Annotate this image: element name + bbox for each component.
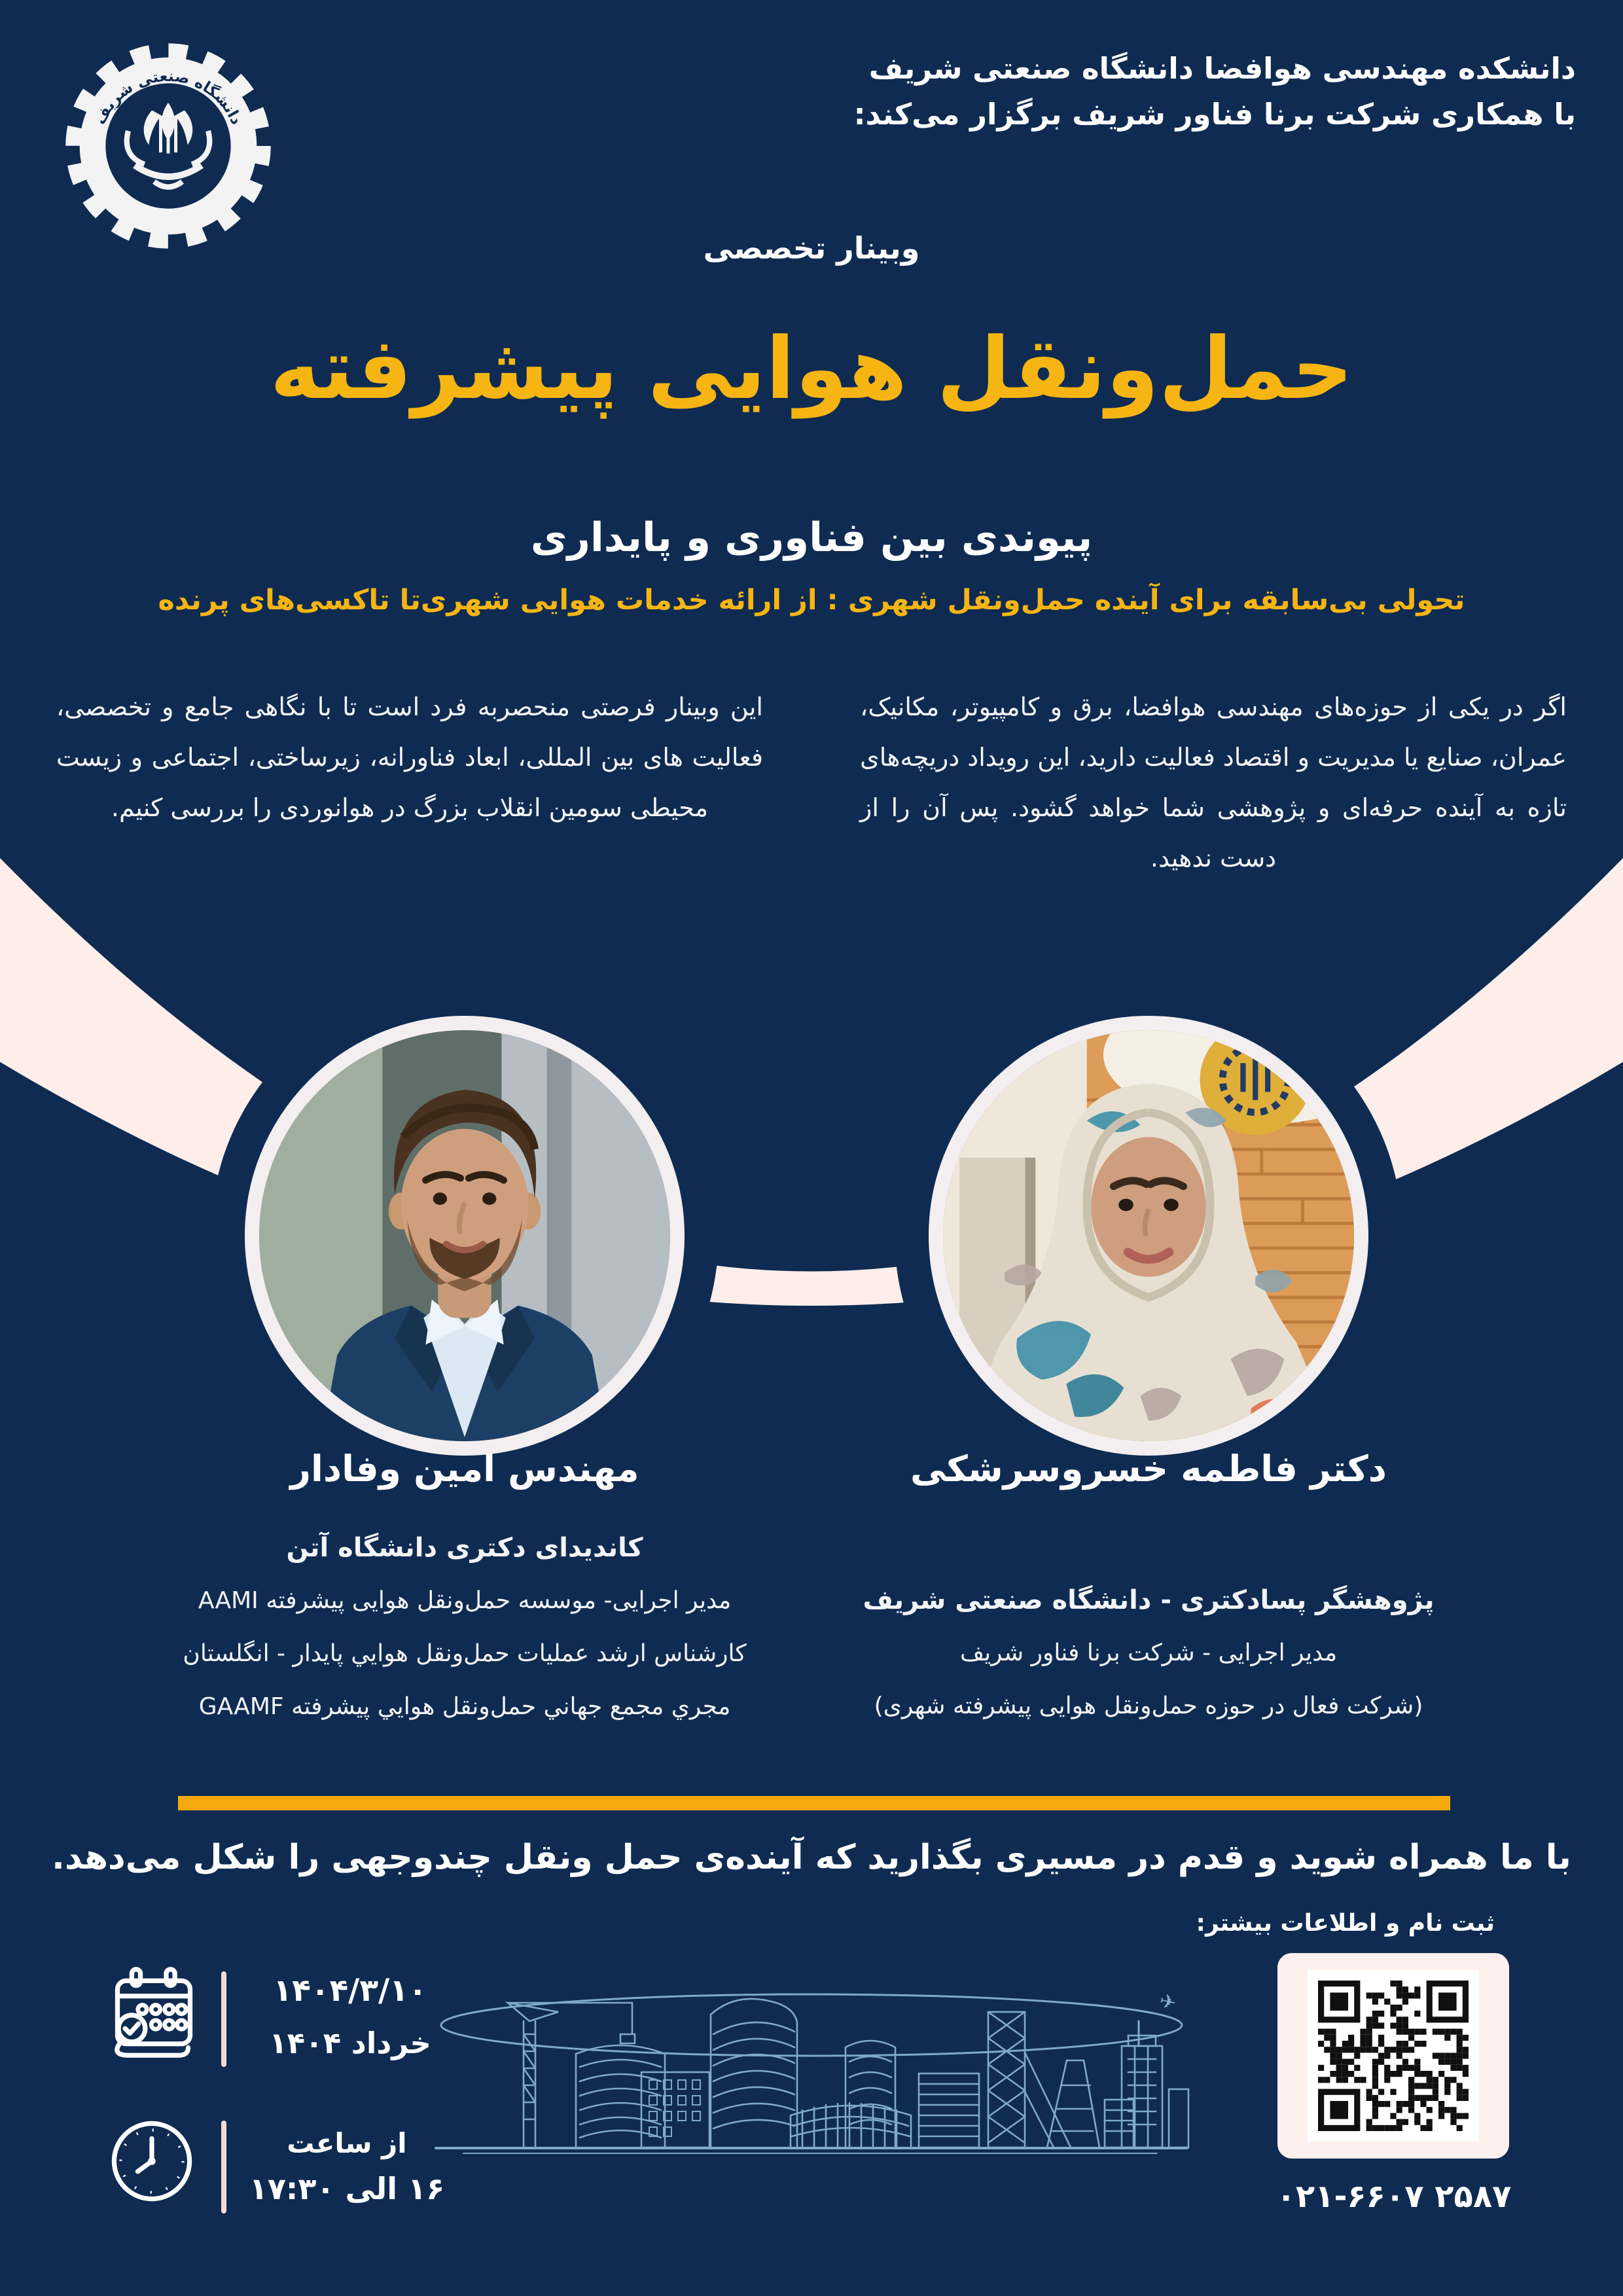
organizer-line1: دانشکده مهندسی هوافضا دانشگاه صنعتی شریف [868, 51, 1576, 86]
separator-line [221, 2121, 226, 2214]
tulip-emblem-strokes [127, 111, 210, 187]
event-date: ۱۴۰۴/۳/۱۰ [273, 1973, 427, 2009]
sharif-university-logo [60, 38, 276, 254]
speaker-name-left: مهندس امین وفادار [290, 1448, 639, 1490]
clock-icon [105, 2114, 199, 2208]
qr-code [1277, 1953, 1509, 2159]
separator-line [221, 1971, 226, 2067]
speaker-name-right: دکتر فاطمه خسروسرشکی [910, 1448, 1387, 1490]
logo-text: دانشگاه صنعتی شریف [91, 67, 245, 128]
speaker-credentials-left [144, 1532, 785, 1744]
credential-line: مجري مجمع جهاني حمل‌ونقل هوايي پیشرفته GAAMF [198, 1693, 731, 1720]
phone-number: ۰۲۱-۶۶۰۷ ۲۵۸۷ [1276, 2178, 1512, 2215]
register-label: ثبت نام و اطلاعات بیشتر: [1196, 1910, 1495, 1937]
event-time: ۱۶ الی ۱۷:۳۰ [249, 2171, 445, 2206]
event-subtitle: پیوندی بین فناوری و پایداری [530, 514, 1093, 561]
event-tagline: تحولی بی‌سابقه برای آینده حمل‌ونقل شهری : از ارائه خدمات هوایی شهری‌تا تاکسی‌های پرنده [158, 584, 1465, 617]
intro-paragraph-left: این وبینار فرصتی منحصربه فرد است تا با نگاهی جامع و تخصصی، فعالیت های بین المللی، ابعاد فناورانه، زیرساختی، اجتماعی و زیست محیطی سومین انقلاب بزرگ در هوانوردی را بررسی کنیم. [56, 692, 763, 822]
credential-line: (شرکت فعال در حوزه حمل‌ونقل هوایی پیشرفته شهری) [874, 1693, 1423, 1719]
event-month: خرداد ۱۴۰۴ [269, 2026, 431, 2060]
credential-line: کاندیدای دکتری دانشگاه آتن [286, 1533, 643, 1563]
date-block [259, 1973, 442, 2060]
organizer-header [854, 46, 1576, 137]
calendar-icon [106, 1964, 202, 2063]
time-block [249, 2127, 445, 2206]
credential-line: مدیر اجرایی - شرکت برنا فناور شریف [959, 1640, 1338, 1666]
event-title: حمل‌ونقل هوایی پیشرفته [270, 319, 1353, 418]
female-portrait-illustration [943, 1030, 1354, 1441]
male-portrait-illustration [259, 1030, 670, 1441]
speaker-photo-fatemeh-khosrosereshki [929, 1016, 1368, 1456]
intro-paragraph-right: اگر در یکی از حوزه‌های مهندسی هوافضا، برق و کامپیوتر، مکانیک، عمران، صنایع یا مدیریت و اقتصاد فعالیت دارید، این رویداد دریچه‌های تازه به آینده حرفه‌ای و پژوهشی شما خواهد گشود. پس آن را از دست ندهید. [860, 692, 1567, 872]
event-kicker: وبینار تخصصی [703, 230, 920, 266]
organizer-line2: با همکاری شرکت برنا فناور شریف برگزار می‌کند: [853, 96, 1576, 132]
credential-line: پژوهشگر پسادکتری - دانشگاه صنعتی شریف [863, 1585, 1435, 1615]
credential-line: مدیر اجرایی- موسسه حمل‌ونقل هوایی پیشرفته AAMI [198, 1587, 732, 1614]
speaker-credentials-right [828, 1584, 1469, 1743]
qr-pattern [1318, 1981, 1469, 2131]
qr-code-inner [1308, 1970, 1479, 2142]
credential-line: کارشناس ارشد عملیات حمل‌ونقل هوايي پایدار - انگلستان [183, 1640, 747, 1667]
airplane-icon: ✈ [1157, 1989, 1179, 2016]
time-label: از ساعت [287, 2127, 407, 2159]
divider-bar [178, 1796, 1450, 1810]
speaker-photo-amin-vafadar [245, 1016, 685, 1456]
cta-text: با ما همراه شوید و قدم در مسیری بگذارید که آینده‌ی حمل ونقل چندوجهی را شکل می‌دهد. [52, 1838, 1571, 1877]
city-skyline-illustration [424, 1974, 1200, 2164]
